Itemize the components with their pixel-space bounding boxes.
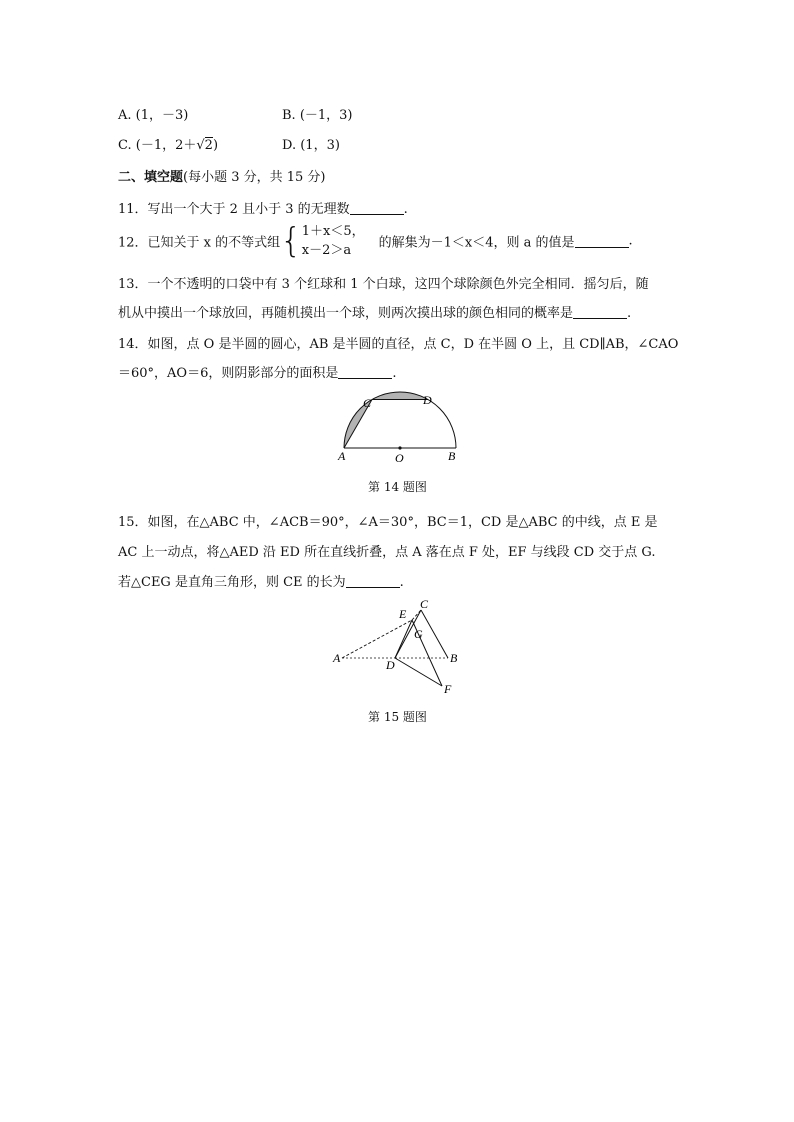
q15-line-2: AC 上一动点，将△AED 沿 ED 所在直线折叠，点 A 落在点 F 处，EF 与线段 CD 交于点 G. — [118, 545, 656, 560]
label-o: O — [395, 451, 404, 465]
segment-df — [395, 658, 442, 686]
q14-end: . — [392, 366, 397, 381]
q14-line-1: 14．如图，点 O 是半圆的圆心，AB 是半圆的直径，点 C，D 在半圆 O 上，且 CD∥AB，∠CAO — [118, 337, 679, 352]
q12-post: 的解集为－1＜x＜4，则 a 的值是 — [378, 235, 575, 251]
segment-ed — [395, 620, 412, 658]
label-g: G — [414, 627, 423, 641]
q12-answer-blank[interactable] — [575, 235, 629, 248]
q15-line-1: 15．如图，在△ABC 中，∠ACB＝90°，∠A＝30°，BC＝1，CD 是△ABC 的中线，点 E 是 — [118, 515, 658, 530]
label-d: D — [423, 393, 432, 407]
q15-answer-blank[interactable] — [346, 575, 400, 588]
label-f: F — [444, 682, 452, 696]
system-row-1: 1＋x＜5， — [301, 224, 365, 239]
label-b: B — [450, 651, 458, 665]
segment-cb — [421, 610, 448, 658]
option-b: B. (－1，3) — [282, 108, 353, 123]
q13-end: . — [627, 306, 632, 321]
q15-line-3-text: 若△CEG 是直角三角形，则 CE 的长为 — [118, 575, 346, 590]
q15-end: . — [399, 575, 404, 590]
option-a: A. (1，－3) — [118, 108, 189, 123]
question-12 — [118, 222, 633, 260]
brace-icon: { — [280, 221, 302, 261]
label-d: D — [386, 658, 395, 672]
q14-line-2 — [118, 362, 397, 381]
q13-line-1: 13．一个不透明的口袋中有 3 个红球和 1 个白球，这四个球除颜色外完全相同．摇匀后，随 — [118, 277, 649, 292]
option-c-suffix: ) — [212, 138, 219, 153]
dashed-segment-ae — [342, 620, 412, 658]
section-title: 二、填空题 — [118, 170, 184, 185]
option-c-prefix: C. (－1，2＋ — [118, 138, 197, 153]
q13-answer-blank[interactable] — [573, 306, 627, 319]
q11-text: 11．写出一个大于 2 且小于 3 的无理数 — [118, 202, 350, 217]
q14-line-2-text: ＝60°，AO＝6，则阴影部分的面积是 — [118, 366, 339, 381]
q12-end: . — [628, 233, 633, 249]
label-b: B — [448, 449, 456, 463]
section-heading — [118, 166, 326, 185]
center-point-o — [398, 446, 401, 449]
section-note: (每小题 3 分，共 15 分) — [183, 170, 326, 185]
q11-end: . — [403, 202, 408, 217]
system-row-2: x－2＞a — [301, 243, 352, 258]
figure-14 — [330, 388, 470, 466]
sqrt-sign: √ — [196, 138, 205, 153]
q13-line-2 — [118, 302, 631, 321]
option-d: D. (1，3) — [282, 138, 340, 153]
q12-pre: 12．已知关于 x 的不等式组 — [118, 235, 281, 251]
label-a: A — [333, 651, 341, 665]
figure-14-caption: 第 14 题图 — [368, 480, 427, 494]
figure-15-caption: 第 15 题图 — [368, 710, 427, 724]
q11-answer-blank[interactable] — [350, 202, 404, 215]
figure-15 — [328, 596, 464, 698]
label-e: E — [399, 607, 407, 621]
label-a: A — [338, 449, 346, 463]
inequality-system — [302, 222, 365, 260]
label-c: C — [420, 597, 429, 611]
option-c — [118, 134, 218, 153]
question-11 — [118, 198, 408, 217]
q15-line-3 — [118, 571, 404, 590]
label-c: C — [363, 396, 372, 410]
q14-answer-blank[interactable] — [338, 366, 392, 379]
option-c-radicand: 2 — [204, 138, 213, 153]
q13-line-2-text: 机从中摸出一个球放回，再随机摸出一个球，则两次摸出球的颜色相同的概率是 — [118, 306, 574, 321]
semicircle-arc — [344, 392, 456, 448]
